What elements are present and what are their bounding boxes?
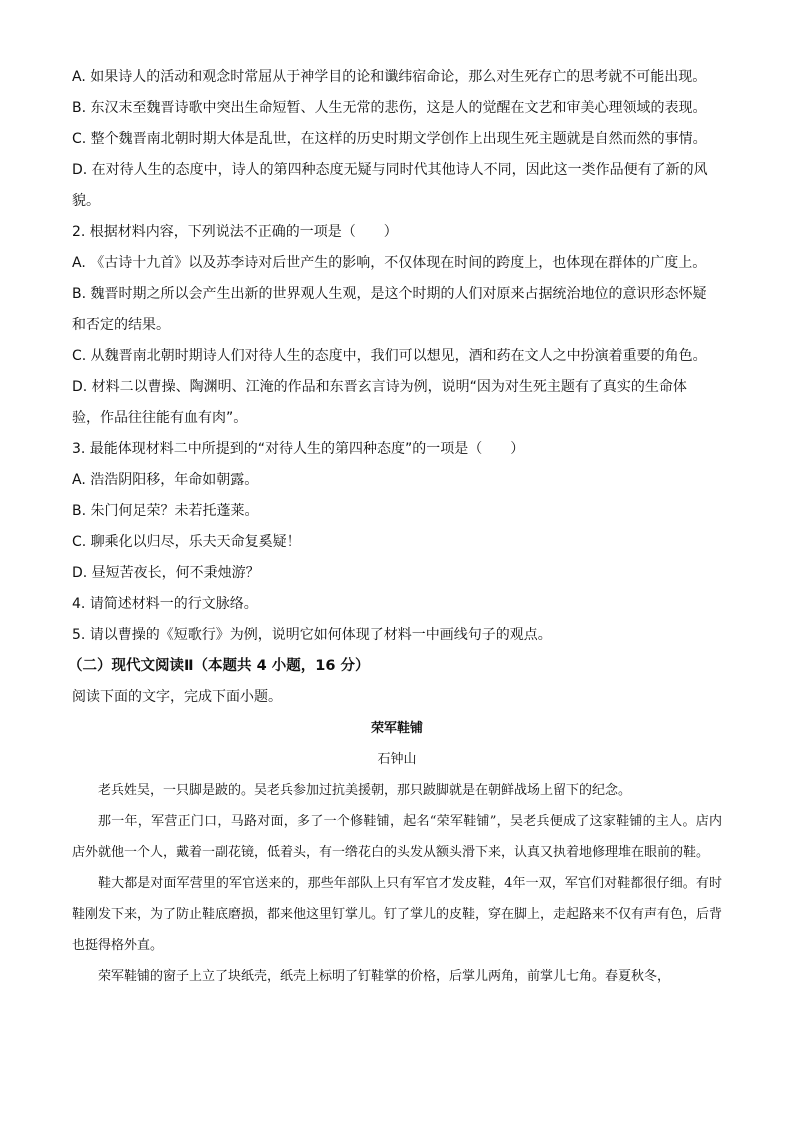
q2-option-c: C. 从魏晋南北朝时期诗人们对待人生的态度中，我们可以想见，酒和药在文人之中扮演着重要的角色。	[72, 348, 707, 364]
story-paragraph: 老兵姓吴，一只脚是跛的。吴老兵参加过抗美援朝，那只跛脚就是在朝鲜战场上留下的纪念。	[98, 783, 632, 798]
q2-option-b: B. 魏晋时期之所以会产生出新的世界观人生观，是这个时期的人们对原来占据统治地位的意识形态怀疑	[72, 286, 707, 302]
story-paragraph: 荣军鞋铺的窗子上立了块纸壳，纸壳上标明了钉鞋掌的价格，后掌儿两角，前掌儿七角。春夏秋冬，	[98, 969, 671, 984]
story-paragraph: 鞋大都是对面军营里的军官送来的，那些年部队上只有军官才发皮鞋，4年一双，军官们对鞋都很仔细。有时鞋刚发下来，为了防止鞋底磨损，都来他这里钉掌儿。钉了掌儿的皮鞋，穿在脚上，走起路来不仅有声有色，后背也挺得格外直。	[72, 876, 723, 953]
reading-instruction: 阅读下面的文字，完成下面小题。	[72, 689, 282, 705]
q3-option-a: A. 浩浩阴阳移，年命如朝露。	[72, 472, 259, 488]
option-c-line: C. 整个魏晋南北朝时期大体是乱世，在这样的历史时期文学创作上出现生死主题就是自然而然的事情。	[72, 131, 707, 147]
question-3: 3. 最能体现材料二中所提到的“对待人生的第四种态度”的一项是（ ）	[72, 441, 525, 457]
question-5: 5. 请以曹操的《短歌行》为例，说明它如何体现了材料一中画线句子的观点。	[72, 627, 552, 643]
option-a-line: A. 如果诗人的活动和观念时常屈从于神学目的论和谶纬宿命论，那么对生死存亡的思考就不可能出现。	[72, 69, 707, 85]
q2-option-d: D. 材料二以曹操、陶渊明、江淹的作品和东晋玄言诗为例，说明“因为对生死主题有了真实的生命体	[72, 379, 687, 395]
q2-option-b-cont: 和否定的结果。	[72, 317, 170, 333]
q2-option-d-cont: 验，作品往往能有血有肉”。	[72, 410, 248, 426]
question-4: 4. 请简述材料一的行文脉络。	[72, 596, 258, 612]
q3-option-b: B. 朱门何足荣？未若托蓬莱。	[72, 503, 259, 519]
story-paragraph: 那一年，军营正门口，马路对面，多了一个修鞋铺，起名“荣军鞋铺”，吴老兵便成了这家鞋铺的主人。店内店外就他一个人，戴着一副花镜，低着头，有一绺花白的头发从额头滑下来，认真又执着地修理堆在眼前的鞋。	[72, 814, 722, 860]
question-2: 2. 根据材料内容，下列说法不正确的一项是（ ）	[72, 224, 398, 240]
story-title: 荣军鞋铺	[370, 721, 423, 736]
section-heading: （二）现代文阅读Ⅱ（本题共 4 小题，16 分）	[68, 658, 370, 674]
q3-option-c: C. 聊乘化以归尽，乐夫天命复奚疑！	[72, 534, 301, 550]
option-d-line: D. 在对待人生的态度中，诗人的第四种态度无疑与同时代其他诗人不同，因此这一类作品便有了新的风	[72, 162, 708, 178]
option-d-line-cont: 貌。	[72, 193, 100, 209]
story-author: 石钟山	[377, 752, 417, 767]
q2-option-a: A. 《古诗十九首》以及苏李诗对后世产生的影响，不仅体现在时间的跨度上，也体现在群体的广度上。	[72, 255, 707, 271]
q3-option-d: D. 昼短苦夜长，何不秉烛游？	[72, 565, 260, 581]
document-page	[68, 62, 723, 992]
option-b-line: B. 东汉末至魏晋诗歌中突出生命短暂、人生无常的悲伤，这是人的觉醒在文艺和审美心理领域的表现。	[72, 100, 707, 116]
